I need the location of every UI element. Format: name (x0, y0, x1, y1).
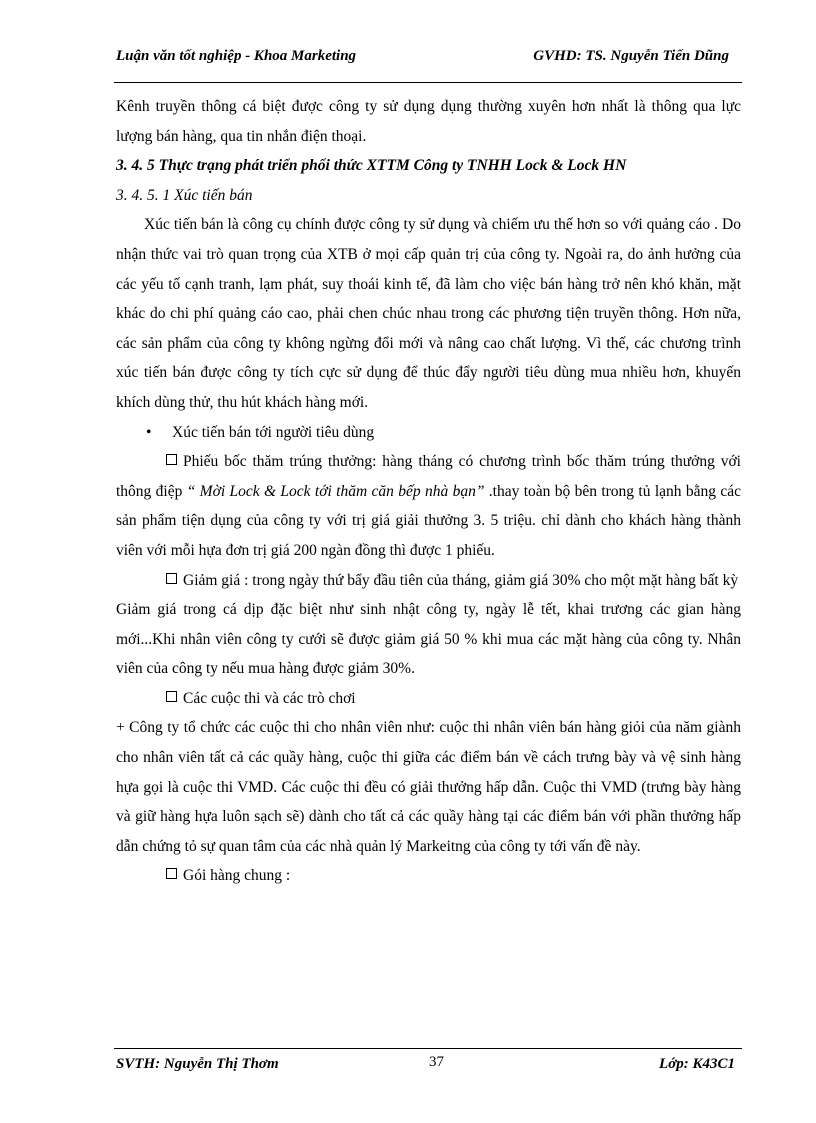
footer-right: Lớp: K43C1 (659, 1056, 735, 1072)
checkbox-square-icon (166, 691, 177, 702)
page-number: 37 (429, 1054, 444, 1070)
paragraph: + Công ty tổ chức các cuộc thi cho nhân viên như: cuộc thi nhân viên bán hàng giỏi của năm giành cho nhân viên tất cả các quầy hàng, cuộc thi giữa các điểm bán về cách trưng bày và vệ sinh hàng hựa gọi là cuộc thi VMD. Các cuộc thi đều có giải thưởng hấp dẫn. Cuộc thi VMD (trưng bày hàng và giữ hàng hựa luôn sạch sẽ) dành cho tất cả các quầy hàng tại các điểm bán với phần thưởng hấp dẫn chứng tỏ sự quan tâm của các nhà quản lý Markeitng của công ty tới vấn đề này. (116, 719, 741, 855)
footer-left: SVTH: Nguyễn Thị Thơm (116, 1056, 279, 1072)
header-rule (114, 82, 742, 83)
section-heading: 3. 4. 5 Thực trạng phát triển phối thức XTTM Công ty TNHH Lock & Lock HN (116, 157, 627, 175)
checkbox-square-icon (166, 573, 177, 584)
checkbox-square-icon (166, 868, 177, 879)
checkbox-square-icon (166, 454, 177, 465)
header-right: GVHD: TS. Nguyễn Tiến Dũng (533, 48, 729, 64)
subsection-heading: 3. 4. 5. 1 Xúc tiến bán (116, 186, 253, 204)
footer-rule (114, 1048, 742, 1049)
bullet-icon: • (146, 423, 152, 441)
paragraph: Các cuộc thi và các trò chơi (116, 684, 741, 714)
paragraph: Giảm giá trong cá dịp đặc biệt như sinh nhật công ty, ngày lễ tết, khai trương các gian hàng mới...Khi nhân viên công ty cưới sẽ được giảm giá 50 % khi mua các mặt hàng của công ty. Nhân viên của công ty nếu mua hàng được giảm 30%. (116, 601, 741, 678)
paragraph: Xúc tiến bán là công cụ chính được công ty sử dụng và chiếm ưu thế hơn so với quảng cáo . Do nhận thức vai trò quan trọng của XTB ở mọi cấp quản trị của công ty. Ngoài ra, do ảnh hưởng của các yếu tố cạnh tranh, lạm phát, suy thoái kinh tế, đã làm cho việc bán hàng trở nên khó khăn, mặt khác do chi phí quảng cáo cao, phải chen chúc nhau trong các phương tiện truyền thông. Hơn nữa, các sản phẩm của công ty không ngừng đổi mới và nâng cao chất lượng. Vì thế, các chương trình xúc tiến bán được công ty tích cực sử dụng để thúc đẩy người tiêu dùng mua nhiều hơn, khuyến khích dùng thử, thu hút khách hàng mới. (116, 216, 741, 411)
header-left: Luận văn tốt nghiệp - Khoa Marketing (116, 48, 357, 64)
bullet-label: Xúc tiến bán tới người tiêu dùng (172, 423, 375, 441)
document-body (116, 92, 741, 891)
paragraph: Phiếu bốc thăm trúng thưởng: hàng tháng có chương trình bốc thăm trúng thưởng với thông điệp “ Mời Lock & Lock tới thăm căn bếp nhà bạn” .thay toàn bộ bên trong tủ lạnh bằng các sản phẩm tiện dụng của công ty với trị giá giải thưởng 3. 5 triệu. chỉ dành cho khách hàng thành viên với mỗi hựa đơn trị giá 200 ngàn đồng thì được 1 phiếu. (116, 453, 741, 559)
bullet-item (116, 418, 741, 448)
paragraph: Giảm giá : trong ngày thứ bẩy đầu tiên của tháng, giảm giá 30% cho một mặt hàng bất kỳ (116, 566, 741, 596)
paragraph: Kênh truyền thông cá biệt được công ty sử dụng dụng thường xuyên hơn nhất là thông qua lực lượng bán hàng, qua tin nhắn điện thoại. (116, 98, 741, 145)
paragraph: Gói hàng chung : (116, 861, 741, 891)
quote: “ Mời Lock & Lock tới thăm căn bếp nhà bạn” (186, 482, 489, 500)
